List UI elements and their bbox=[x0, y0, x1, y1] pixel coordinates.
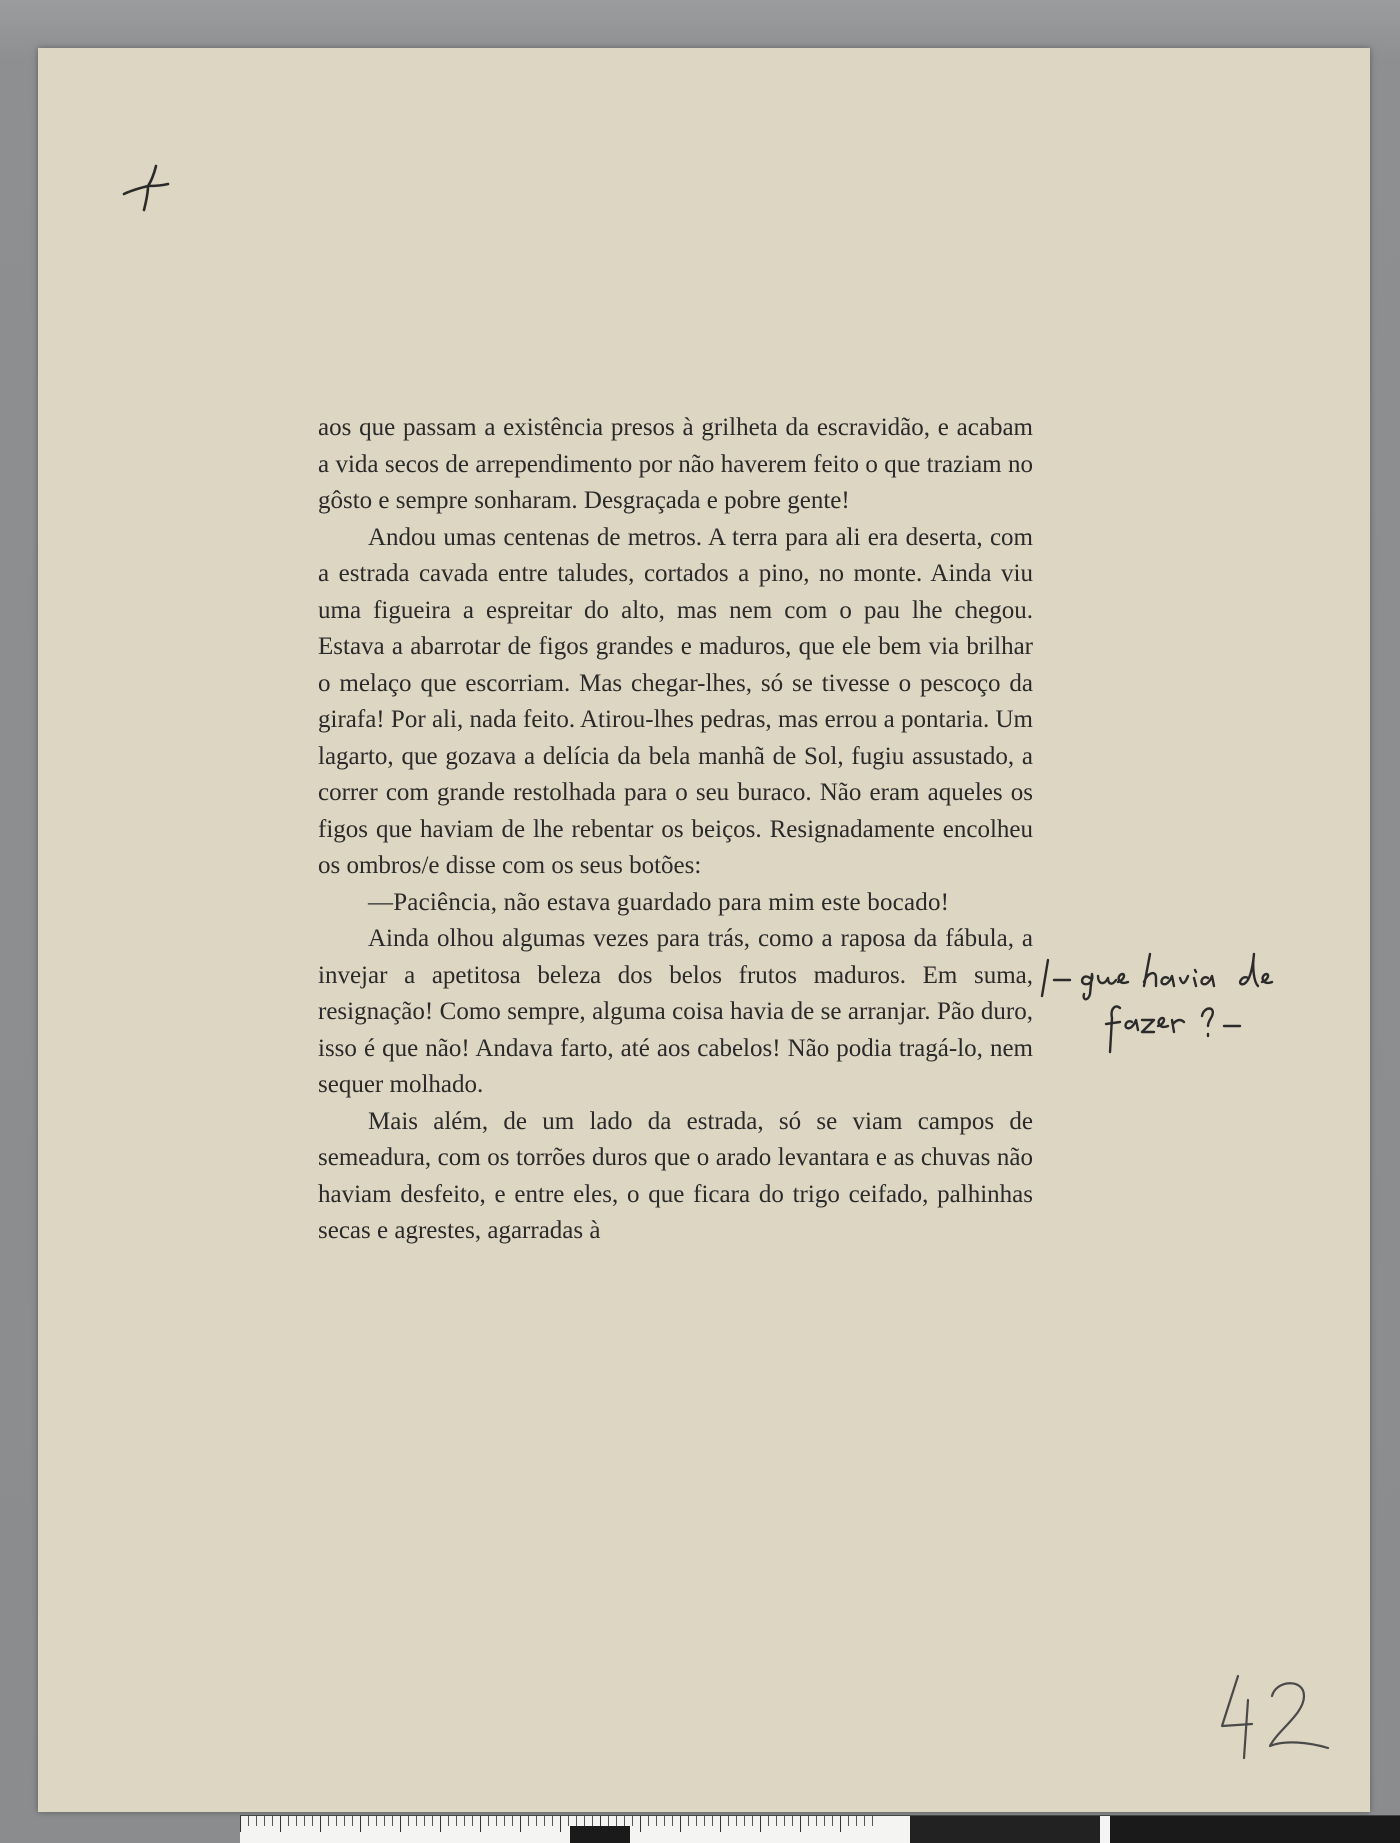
body-text bbox=[318, 410, 1033, 1250]
paragraph-2: Andou umas centenas de metros. A terra para ali era deserta, com a estrada cavada entre taludes, cortados a pino, no monte. Ainda viu uma figueira a espreitar do alto, mas nem com o pau lhe chegou. Estava a abarrotar de figos grandes e maduros, que ele bem via brilhar o melaço que escorriam. Mas chegar-lhes, só se tivesse o pescoço da girafa! Por ali, nada feito. Atirou-lhes pedras, mas errou a pontaria. Um lagarto, que gozava a delícia da bela manhã de Sol, fugiu assustado, a correr com grande restolhada para o seu buraco. Não eram aqueles os figos que haviam de lhe rebentar os beiços. Resignadamente encolheu os ombros/e disse com os seus botões: bbox=[318, 523, 1033, 879]
ruler-major-ticks bbox=[240, 1816, 880, 1832]
document-page bbox=[38, 48, 1370, 1812]
handwritten-page-number bbox=[1208, 1670, 1338, 1760]
paragraph-dialogue: —Paciência, não estava guardado para mim este bocado! bbox=[368, 888, 950, 916]
paragraph-1: aos que passam a existência presos à grilheta da escravidão, e acabam a vida secos de arrependimento por não haverem feito o que traziam no gôsto e sempre sonharam. Desgraçada e pobre gente! bbox=[318, 414, 1033, 514]
scale-ruler bbox=[240, 1815, 1400, 1843]
paragraph-3: Ainda olhou algumas vezes para trás, como a raposa da fábula, a invejar a apetitosa beleza dos belos frutos maduros. Em suma, resignação! Como sempre, alguma coisa havia de se arranjar. Pão duro, isso é que não! Andava farto, até aos cabelos! Não podia tragá-lo, nem sequer molhado. bbox=[318, 925, 1033, 1098]
asterisk-mark-icon bbox=[120, 160, 172, 212]
paragraph-4: Mais além, de um lado da estrada, só se viam campos de semeadura, com os torrões duros que o arado levantara e as chuvas não haviam desfeito, e entre eles, o que ficara do trigo ceifado, palhinhas secas e agrestes, agarradas à bbox=[318, 1107, 1033, 1244]
ruler-marker bbox=[570, 1826, 630, 1843]
handwritten-margin-note bbox=[1040, 948, 1340, 1058]
color-calibration-strip bbox=[910, 1816, 1400, 1843]
